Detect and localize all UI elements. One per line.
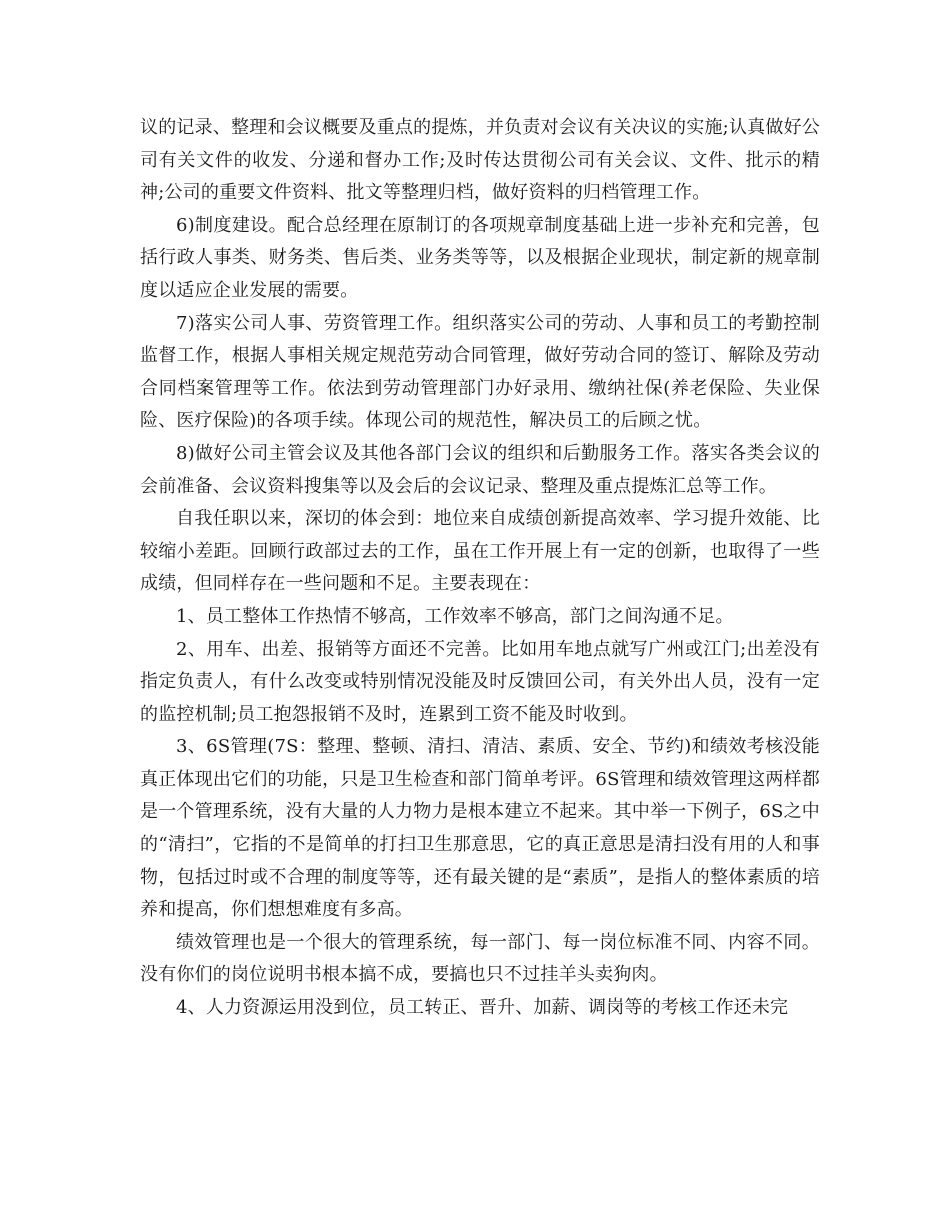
document-body <box>140 112 820 1025</box>
paragraph: 绩效管理也是一个很大的管理系统，每一部门、每一岗位标准不同、内容不同。没有你们的岗位说明书根本搞不成，要搞也只不过挂羊头卖狗肉。 <box>140 931 820 986</box>
paragraph: 自我任职以来，深切的体会到：地位来自成绩创新提高效率、学习提升效能、比较缩小差距。回顾行政部过去的工作，虽在工作开展上有一定的创新，也取得了一些成绩，但同样存在一些问题和不足。主要表现在： <box>140 508 820 595</box>
paragraph: 8)做好公司主管会议及其他各部门会议的组织和后勤服务工作。落实各类会议的会前准备、会议资料搜集等以及会后的会议记录、整理及重点提炼汇总等工作。 <box>140 442 820 497</box>
paragraph: 4、人力资源运用没到位，员工转正、晋升、加薪、调岗等的考核工作还未完 <box>176 997 789 1019</box>
paragraph: 2、用车、出差、报销等方面还不完善。比如用车地点就写广州或江门;出差没有指定负责人，有什么改变或特别情况没能及时反馈回公司，有关外出人员，没有一定的监控机制;员工抱怨报销不及时，连累到工资不能及时收到。 <box>140 638 820 725</box>
paragraph: 1、员工整体工作热情不够高，工作效率不够高，部门之间沟通不足。 <box>176 605 734 627</box>
paragraph: 议的记录、整理和会议概要及重点的提炼，并负责对会议有关决议的实施;认真做好公司有关文件的收发、分递和督办工作;及时传达贯彻公司有关会议、文件、批示的精神;公司的重要文件资料、批文等整理归档，做好资料的归档管理工作。 <box>140 117 820 204</box>
paragraph: 7)落实公司人事、劳资管理工作。组织落实公司的劳动、人事和员工的考勤控制监督工作，根据人事相关规定规范劳动合同管理，做好劳动合同的签订、解除及劳动合同档案管理等工作。依法到劳动管理部门办好录用、缴纳社保(养老保险、失业保险、医疗保险)的各项手续。体现公司的规范性，解决员工的后顾之忧。 <box>140 312 820 432</box>
paragraph: 3、6S管理(7S：整理、整顿、清扫、清洁、素质、安全、节约)和绩效考核没能真正体现出它们的功能，只是卫生检查和部门简单考评。6S管理和绩效管理这两样都是一个管理系统，没有大量的人力物力是根本建立不起来。其中举一下例子，6S之中的“清扫”，它指的不是简单的打扫卫生那意思，它的真正意思是清扫没有用的人和事物，包括过时或不合理的制度等等，还有最关键的是“素质”，是指人的整体素质的培养和提高，你们想想难度有多高。 <box>140 736 820 921</box>
paragraph: 6)制度建设。配合总经理在原制订的各项规章制度基础上进一步补充和完善，包括行政人事类、财务类、售后类、业务类等等，以及根据企业现状，制定新的规章制度以适应企业发展的需要。 <box>140 214 820 301</box>
